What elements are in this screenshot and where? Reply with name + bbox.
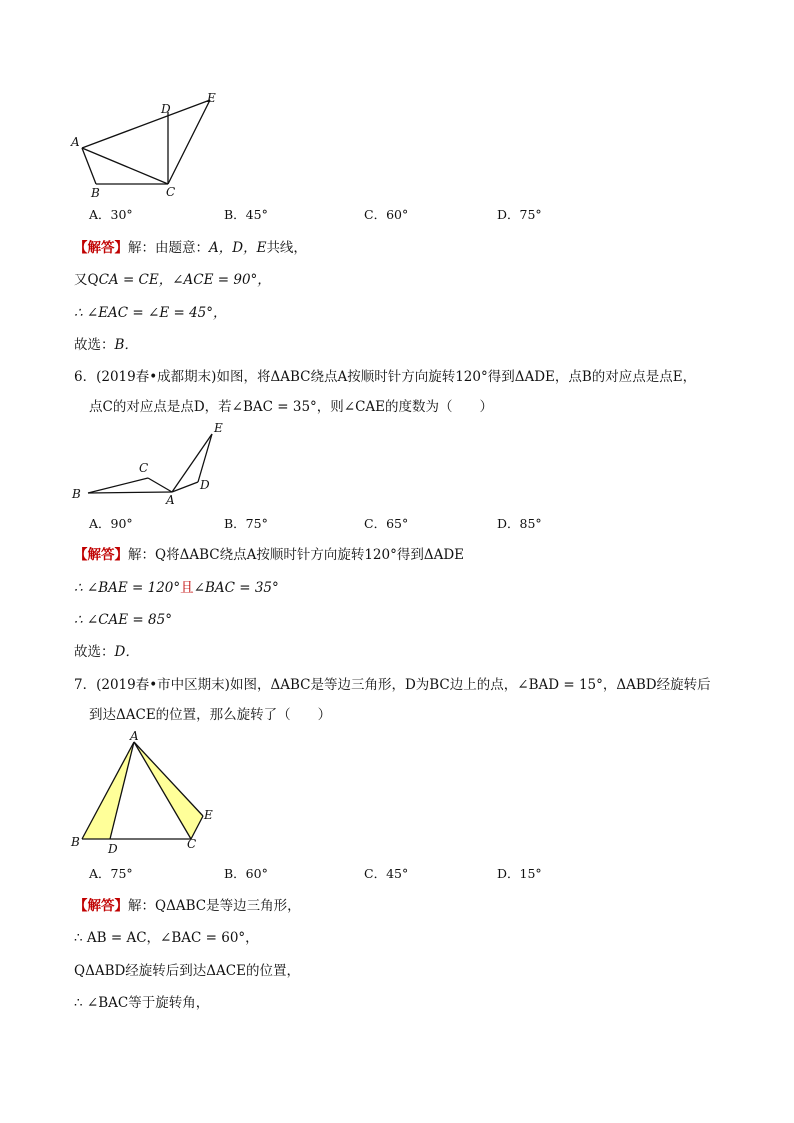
q7-stem-line-1: 7．(2019春•市中区期末)如图，ΔABC是等边三角形，D为BC边上的点，∠BAD = 15°，ΔABD经旋转后 (74, 677, 711, 693)
q7-answer-line-2: ∴ AB = AC，∠BAC = 60°， (74, 930, 259, 946)
q6-stem-line-2: 点C的对应点是点D，若∠BAC = 35°，则∠CAE的度数为（ ） (89, 399, 494, 415)
q5-option-a: A．30° (89, 207, 133, 222)
answer-tag: 【解答】 (74, 547, 128, 563)
q7-option-c: C．45° (364, 866, 409, 881)
q6-answer-line-1: 【解答】解：Q将ΔABC绕点A按顺时针方向旋转120°得到ΔADE (74, 547, 465, 563)
answer-tag: 【解答】 (74, 240, 128, 256)
label-d: D (161, 102, 171, 116)
q6-answer-line-3: ∴ ∠CAE = 85° (74, 612, 172, 628)
q5-answer-line-1: 【解答】解：由题意：A，D，E共线， (74, 240, 307, 256)
answer-tag: 【解答】 (74, 898, 128, 914)
q7-option-b: B．60° (224, 866, 268, 881)
q7-answer-line-1: 【解答】解：QΔABC是等边三角形， (74, 898, 301, 914)
label-c: C (166, 185, 176, 199)
q7-option-d: D．15° (497, 866, 542, 881)
label-a: A (166, 493, 175, 507)
q6-option-a: A．90° (89, 516, 133, 531)
label-b: B (71, 835, 80, 849)
q5-option-d: D．75° (497, 207, 542, 222)
figure-q5 (60, 88, 230, 200)
q5-answer-line-2: 又QCA = CE，∠ACE = 90°， (74, 272, 271, 288)
q7-answer-line-3: QΔABD经旋转后到达ΔACE的位置， (74, 963, 300, 979)
label-d: D (108, 842, 118, 856)
figure-q7 (66, 730, 226, 856)
q6-stem-line-1: 6．(2019春•成都期末)如图，将ΔABC绕点A按顺时针方向旋转120°得到ΔADE，点B的对应点是点E， (74, 369, 697, 385)
q6-option-c: C．65° (364, 516, 409, 531)
label-a: A (130, 730, 139, 743)
label-e: E (204, 808, 213, 822)
q6-option-d: D．85° (497, 516, 542, 531)
label-c: C (139, 461, 149, 475)
label-d: D (200, 478, 210, 492)
q6-answer-line-4: 故选：D． (74, 644, 139, 660)
label-c: C (187, 837, 197, 851)
label-e: E (214, 421, 223, 435)
q7-stem-line-2: 到达ΔACE的位置，那么旋转了（ ） (89, 707, 332, 723)
q7-option-a: A．75° (89, 866, 133, 881)
q5-option-c: C．60° (364, 207, 409, 222)
q7-answer-line-4: ∴ ∠BAC等于旋转角， (74, 995, 210, 1011)
q6-answer-line-2: ∴ ∠BAE = 120°且∠BAC = 35° (74, 580, 279, 596)
q6-option-b: B．75° (224, 516, 268, 531)
label-a: A (71, 135, 80, 149)
figure-q6 (66, 418, 246, 510)
label-b: B (72, 487, 81, 501)
q5-answer-line-3: ∴ ∠EAC = ∠E = 45°， (74, 305, 227, 321)
q5-answer-line-4: 故选：B． (74, 337, 138, 353)
label-b: B (91, 186, 100, 200)
label-e: E (207, 91, 216, 105)
q5-option-b: B．45° (224, 207, 268, 222)
triangle-ace-fill (134, 742, 203, 839)
